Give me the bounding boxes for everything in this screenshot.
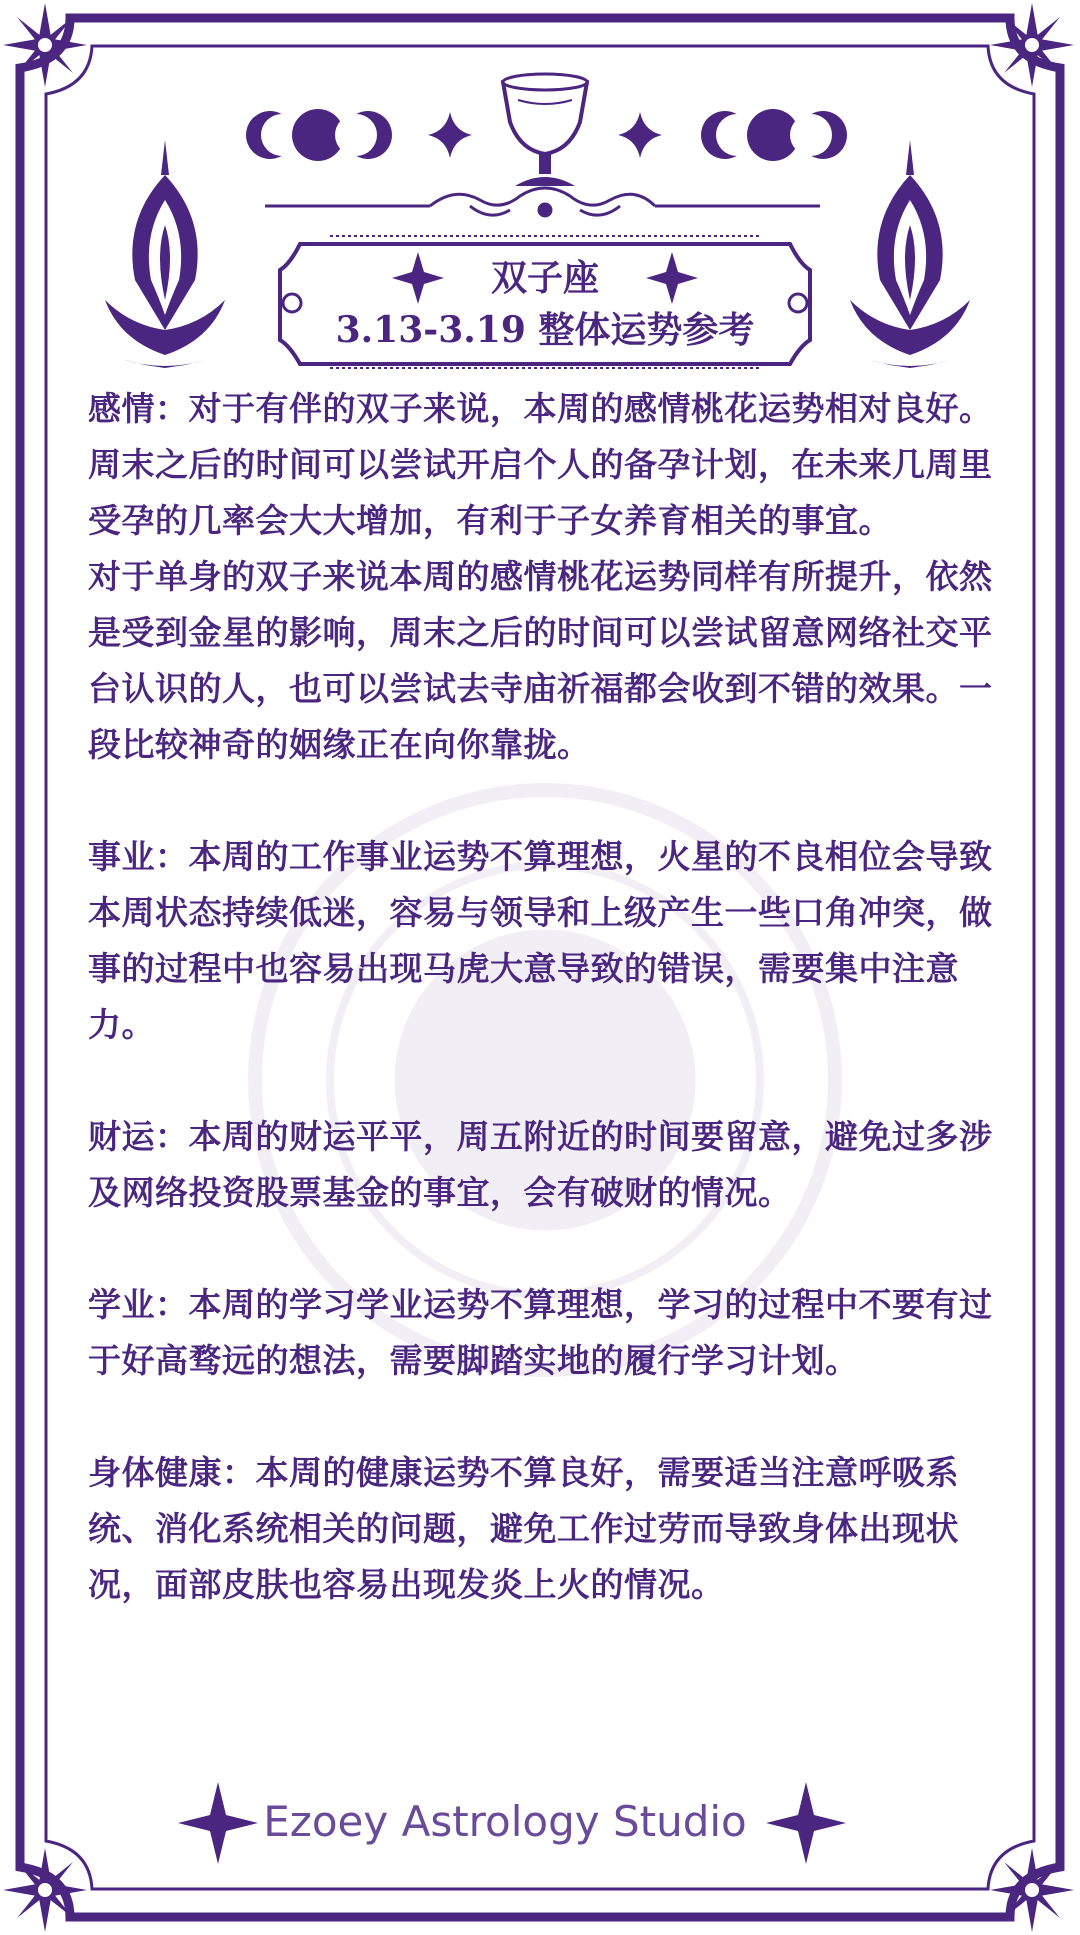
love-single-paragraph: 对于单身的双子来说本周的感情桃花运势同样有所提升，依然是受到金星的影响，周末之后的时间可以尝试留意网络社交平台认识的人，也可以尝试去寺庙祈福都会收到不错的效果。一段比较神奇的姻缘正在向你靠拢。 — [88, 557, 993, 764]
study-paragraph: 学业：本周的学习学业运势不算理想，学习的过程中不要有过于好高骛远的想法，需要脚踏实地的履行学习计划。 — [88, 1285, 993, 1380]
chalice-icon — [503, 74, 587, 186]
moon-phases-icon — [246, 109, 392, 161]
wealth-paragraph: 财运：本周的财运平平，周五附近的时间要留意，避免过多涉及网络投资股票基金的事宜，会有破财的情况。 — [88, 1117, 993, 1212]
page-subtitle: 3.13-3.19 整体运势参考 — [335, 309, 755, 351]
health-paragraph: 身体健康：本周的健康运势不算良好，需要适当注意呼吸系统、消化系统相关的问题，避免工作过劳而导致身体出现状况，面部皮肤也容易出现发炎上火的情况。 — [88, 1453, 959, 1604]
page-title: 双子座 — [490, 257, 600, 299]
career-paragraph: 事业：本周的工作事业运势不算理想，火星的不良相位会导致本周状态持续低迷，容易与领导和上级产生一些口角冲突，做事的过程中也容易出现马虎大意导致的错误，需要集中注意力。 — [88, 837, 993, 1044]
love-partnered-paragraph: 感情：对于有伴的双子来说，本周的感情桃花运势相对良好。周末之后的时间可以尝试开启个人的备孕计划，在未来几周里受孕的几率会大大增加，有利于子女养育相关的事宜。 — [88, 389, 993, 540]
studio-name: Ezoey Astrology Studio — [263, 1797, 747, 1846]
sparkle-star-icon — [428, 112, 472, 158]
sparkle-star-icon — [618, 112, 662, 158]
moon-phases-icon — [701, 109, 847, 161]
lotus-flame-icon — [105, 140, 225, 368]
horoscope-content — [88, 381, 993, 1613]
lotus-flame-icon — [850, 140, 970, 368]
ornament-divider — [265, 188, 820, 216]
